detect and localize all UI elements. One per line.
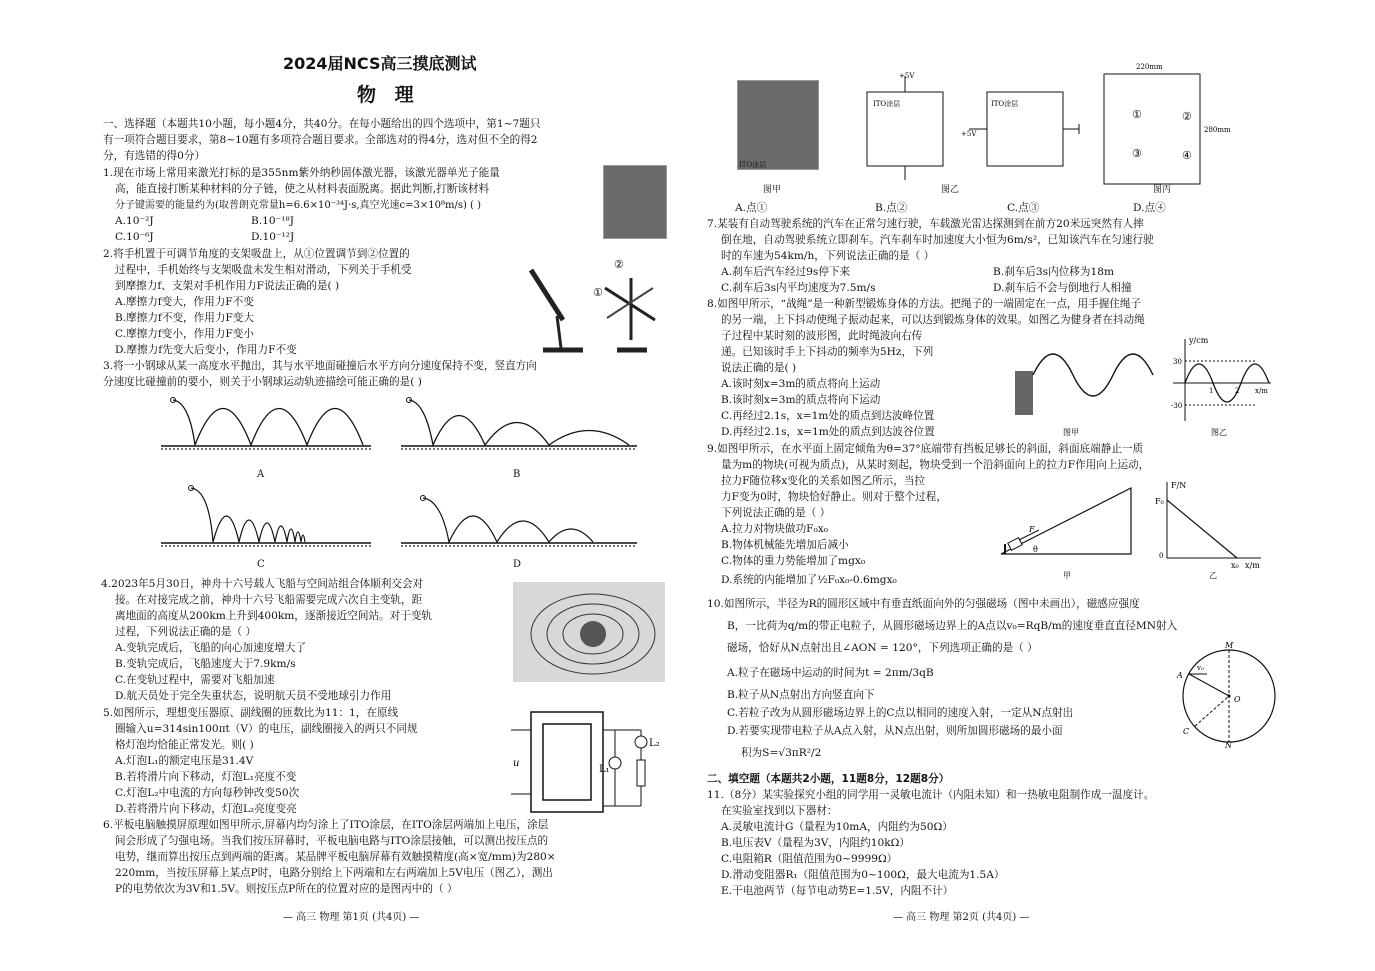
width-label: 220mm <box>1136 63 1163 71</box>
q1-option: D.10⁻¹²J <box>251 231 295 243</box>
trajectory-label-c: C <box>257 559 265 570</box>
battle-rope-figure <box>1013 335 1273 437</box>
q8-line: 的另一端，上下抖动使绳子振动起来，可以达到锻炼身体的效果。如图乙为健身者在抖动绳 <box>721 314 1145 326</box>
q2-line: 到摩擦力f、支架对手机作用力F说法正确的是( ) <box>115 280 340 292</box>
velocity-v0: v₀ <box>1197 664 1204 672</box>
touch-screen-photo <box>737 80 819 170</box>
q4-line: 过程，下列说法正确的是（ ） <box>115 626 257 638</box>
q4-option: B.变轨完成后，飞船速度大于7.9km/s <box>115 658 296 670</box>
x0-label: x₀ <box>1231 561 1239 570</box>
q3-line: 3.将一小钢球从某一高度水平抛出，其与水平地面碰撞后水平方向分速度保持不变，竖直方向 <box>103 360 537 372</box>
fig-b-label: 图乙 <box>941 185 960 195</box>
q7-option: A.刹车后汽车经过9s停下来 <box>721 266 851 278</box>
q2-line: 过程中，手机始终与支架吸盘未发生相对滑动，下列关于手机受 <box>115 264 412 276</box>
q7-option: D.刹车后不会与倒地行人相撞 <box>993 282 1132 294</box>
q4-option: D.航天员处于完全失重状态，说明航天员不受地球引力作用 <box>115 690 392 702</box>
lamp2-label: L₂ <box>649 738 660 749</box>
exam-title: 2024届NCS高三摸底测试 <box>283 54 477 73</box>
theta-label: θ <box>1033 545 1038 554</box>
q4-option: A.变轨完成后，飞船的向心加速度增大了 <box>115 642 307 654</box>
trajectory-figures <box>161 390 661 550</box>
wave-tick-x1: 1 <box>1209 387 1214 395</box>
origin-label: 0 <box>1159 552 1164 560</box>
q5-option: A.灯泡L₁的额定电压是31.4V <box>115 755 254 767</box>
wave-x-label: x/m <box>1255 387 1268 395</box>
wave-tick-neg30: -30 <box>1171 402 1183 410</box>
q1-option: B.10⁻¹⁸J <box>251 215 294 227</box>
q8-option: D.再经过2.1s，x=1m处的质点到达波谷位置 <box>721 426 935 438</box>
trajectory-label-d: D <box>513 559 522 570</box>
q2-option: A.摩擦力f变大，作用力F不变 <box>115 296 254 308</box>
q8-option: C.再经过2.1s，x=1m处的质点到达波峰位置 <box>721 410 935 422</box>
section1-cont-2: 分，有选错的得0分） <box>103 150 206 162</box>
position-mark-2: ② <box>614 258 624 271</box>
q11-option: C.电阻箱R（阻值范围为0~9999Ω） <box>721 853 898 865</box>
q1-line: 1.现在市场上常用来激光打标的是355nm紫外纳秒固体激光器，该激光器单光子能量 <box>103 167 500 179</box>
screen-points-figure <box>1102 60 1232 185</box>
voltage-u-label: u <box>513 758 520 769</box>
q9-option: A.拉力对物块做功F₀x₀ <box>721 523 828 535</box>
subject-title: 物 理 <box>357 84 420 106</box>
q11-line: 在实验室找到以下器材： <box>721 805 838 817</box>
q10-option: D.若要实现带电粒子从A点入射，从N点出射，则所加圆形磁场的最小面 <box>727 725 1063 737</box>
q11-option: E.干电池两节（每节电动势E=1.5V，内阻不计） <box>721 885 954 897</box>
section2-heading: 二、填空题（本题共2小题，11题8分，12题8分） <box>707 773 950 785</box>
q1-option: C.10⁻⁶J <box>115 231 154 243</box>
q8-line: 递。已知该时手上下抖动的频率为5Hz，下列 <box>721 346 934 358</box>
q6-option: A.点① <box>735 202 768 214</box>
x-axis-label: x/m <box>1245 561 1260 570</box>
q10-option: C.若粒子改为从圆形磁场边界上的C点以相同的速度入射，一定从N点射出 <box>727 707 1074 719</box>
trajectory-label-a: A <box>257 469 265 480</box>
laser-machine-photo <box>603 165 667 239</box>
q1-line: 高，能直接打断某种材料的分子链，使之从材料表面脱离。据此判断,打断该材料 <box>115 183 490 195</box>
q7-option: B.刹车后3s内位移为18m <box>993 266 1115 278</box>
f-axis-label: F/N <box>1171 481 1187 490</box>
q2-line: 2.将手机置于可调节角度的支架吸盘上，从①位置调节到②位置的 <box>103 248 410 260</box>
q6-option: C.点③ <box>1007 202 1040 214</box>
q9-line: 力F变为0时，物块恰好静止。则对于整个过程， <box>721 491 947 503</box>
q8-line: 说法正确的是( ) <box>721 362 797 374</box>
ito-circuit-figure <box>857 70 1112 180</box>
q6-line: 220mm，当按压屏幕上某点P时，电路分别给上下两端和左右两端加上5V电压（图乙），测出 <box>115 867 553 879</box>
q2-option: B.摩擦力f不变，作用力F变大 <box>115 312 254 324</box>
transformer-figure <box>511 708 661 818</box>
q6-line: P的电势依次为3V和1.5V。则按压点P所在的位置对应的是图丙中的（ ） <box>115 883 458 895</box>
point-2: ② <box>1182 110 1192 123</box>
q6-option: D.点④ <box>1133 202 1166 214</box>
lamp1-label: L₁ <box>599 764 610 775</box>
section1-heading: 一、选择题（本题共10小题，每小题4分，共40分。在每小题给出的四个选项中，第1~7题只 <box>103 118 541 130</box>
q10-line: 10.如图所示，半径为R的圆形区域中有垂直纸面向外的匀强磁场（图中未画出），磁感应强度 <box>707 598 1140 610</box>
q1-option: A.10⁻²J <box>115 215 154 227</box>
q10-option: B.粒子从N点射出方向竖直向下 <box>727 689 875 701</box>
q2-option: D.摩擦力f先变大后变小，作用力F不变 <box>115 344 297 356</box>
point-m: M <box>1225 641 1234 650</box>
q3-line: 分速度比碰撞前的要小，则关于小钢球运动轨迹描绘可能正确的是( ) <box>103 376 422 388</box>
incline-fig-a: 甲 <box>1063 571 1071 580</box>
v5-label: +5V <box>899 72 915 80</box>
wave-tick-x2: 2 <box>1235 387 1240 395</box>
f0-label: F₀ <box>1155 497 1164 506</box>
q5-line: 格灯泡均恰能正常发光。则( ) <box>115 739 254 751</box>
wave-fig-b: 图乙 <box>1211 428 1227 437</box>
v5b-label: +5V <box>961 130 977 138</box>
q4-line: 离地面的高度从200km上升到400km，逐渐接近空间站。对于变轨 <box>115 610 433 622</box>
q7-line: 倒在地，自动驾驶系统立即刹车。汽车刹车时加速度大小恒为6m/s²，已知该汽车在匀速行驶 <box>721 234 1154 246</box>
q10-line: 磁场，恰好从N点射出且∠AON = 120°，下列选项正确的是（ ） <box>727 642 1038 654</box>
q10-option: A.粒子在磁场中运动的时间为t = 2πm/3qB <box>727 667 934 679</box>
ito-label-1: ITO涂层 <box>873 100 901 108</box>
q6-line: 间会形成了匀强电场。当我们按压屏幕时，平板电脑电路与ITO涂层接触，可以测出按压点的 <box>115 835 549 847</box>
q5-option: D.若将滑片向下移动，灯泡L₂亮度变亮 <box>115 803 297 815</box>
wave-tick-30: 30 <box>1173 358 1182 366</box>
footer-left: — 高三 物理 第1页 (共4页) — <box>283 912 420 923</box>
q4-line: 接。在对接完成之前，神舟十六号飞船需要完成六次自主变轨，距 <box>115 594 423 606</box>
section1-cont-1: 有一项符合题目要求，第8~10题有多项符合题目要求。全部选对的得4分，选对但不全的得2 <box>103 134 538 146</box>
ito-label-2: ITO涂层 <box>991 100 1019 108</box>
q1-line: 分子键需要的能量约为(取普朗克常量h=6.6×10⁻³⁴J·s,真空光速c=3×10⁸m/s) ( ) <box>115 200 482 211</box>
q8-line: 8.如图甲所示，“战绳”是一种新型锻炼身体的方法。把绳子的一端固定在一点，用手握住绳子 <box>707 298 1142 310</box>
point-4: ④ <box>1182 149 1192 162</box>
q5-option: C.灯泡L₂中电流的方向每秒钟改变50次 <box>115 787 300 799</box>
point-o: O <box>1234 695 1241 704</box>
q9-option: C.物体的重力势能增加了mgx₀ <box>721 555 866 567</box>
q8-option: A.该时刻x=3m的质点将向上运动 <box>721 378 881 390</box>
q6-line: 6.平板电脑触摸屏原理如图甲所示,屏幕内均匀涂上了ITO涂层，在ITO涂层两端加上电压，涂层 <box>103 819 549 831</box>
q6-line: 电势，继而算出按压点到两端的距离。某品牌平板电脑屏幕有效触摸精度(高×宽/mm)为280× <box>115 851 556 863</box>
fig-a-label: 图甲 <box>763 185 782 195</box>
wave-y-label: y/cm <box>1189 336 1209 345</box>
fig-c-label: 图丙 <box>1153 185 1172 195</box>
force-label: F <box>1029 525 1035 534</box>
q11-option: A.灵敏电流计G（量程为10mA，内阻约为50Ω） <box>721 821 953 833</box>
q9-option: B.物体机械能先增加后减小 <box>721 539 849 551</box>
q7-option: C.刹车后3s内平均速度为7.5m/s <box>721 282 876 294</box>
q7-line: 时的车速为54km/h，下列说法正确的是（ ） <box>721 250 935 262</box>
q5-option: B.若将滑片向下移动，灯泡L₁亮度不变 <box>115 771 297 783</box>
q9-line: 下列说法正确的是（ ） <box>721 507 831 519</box>
footer-right: — 高三 物理 第2页 (共4页) — <box>893 912 1030 923</box>
q4-option: C.在变轨过程中，需要对飞船加速 <box>115 674 275 686</box>
q10-option: 积为S=√3πR²/2 <box>741 747 822 759</box>
point-c: C <box>1183 727 1190 736</box>
phone-holder-figure <box>521 258 666 356</box>
q4-line: 4.2023年5月30日，神舟十六号载人飞船与空间站组合体顺利交会对 <box>101 578 424 590</box>
q5-line: 5.如图所示，理想变压器原、副线圈的匝数比为11：1，在原线 <box>103 707 399 719</box>
q8-option: B.该时刻x=3m的质点将向下运动 <box>721 394 881 406</box>
point-n: N <box>1225 741 1232 750</box>
q11-option: B.电压表V（量程为3V，内阻约10kΩ） <box>721 837 911 849</box>
wave-fig-a: 图甲 <box>1063 428 1079 437</box>
q7-line: 7.某装有自动驾驶系统的汽车在正常匀速行驶，车载激光雷达探测到在前方20米远突然有人摔 <box>707 218 1144 230</box>
q9-option: D.系统的内能增加了½F₀x₀-0.6mgx₀ <box>721 574 897 586</box>
orbit-figure <box>513 582 665 682</box>
q11-line: 11.（8分）某实验探究小组的同学用一灵敏电流计（内阻未知）和一热敏电阻制作成一温度计。 <box>707 789 1155 801</box>
point-a: A <box>1177 671 1183 680</box>
height-label: 280mm <box>1204 126 1231 134</box>
q9-line: 9.如图甲所示，在水平面上固定倾角为θ=37°底端带有挡板足够长的斜面，斜面底端静止一质 <box>707 443 1144 455</box>
incline-fig-b: 乙 <box>1209 571 1217 580</box>
point-1: ① <box>1132 108 1142 121</box>
position-mark-1: ① <box>593 286 603 299</box>
q2-option: C.摩擦力f变小，作用力F变小 <box>115 328 254 340</box>
q8-line: 子过程中某时刻的波形图，此时绳波向右传 <box>721 330 923 342</box>
q6-option: B.点② <box>875 202 908 214</box>
incline-force-figure <box>999 480 1264 580</box>
q10-line: B，一比荷为q/m的带正电粒子，从圆形磁场边界上的A点以v₀=RqB/m的速度垂直直径MN射入 <box>727 620 1178 632</box>
q11-option: D.滑动变阻器R₁（阻值范围为0~100Ω，最大电流为1.5A） <box>721 869 1005 881</box>
magnetic-field-figure <box>1173 640 1279 750</box>
trajectory-label-b: B <box>513 469 521 480</box>
hand-ito-label: ITO涂层 <box>739 161 767 169</box>
q9-line: 拉力F随位移x变化的关系如图乙所示，当拉 <box>721 475 926 487</box>
point-3: ③ <box>1132 147 1142 160</box>
q5-line: 圈输入u=314sin100πt（V）的电压，副线圈接入的两只不同规 <box>115 723 418 735</box>
q9-line: 量为m的物块(可视为质点)，从某时刻起，物块受到一个沿斜面向上的拉力F作用向上运动， <box>721 459 1150 471</box>
